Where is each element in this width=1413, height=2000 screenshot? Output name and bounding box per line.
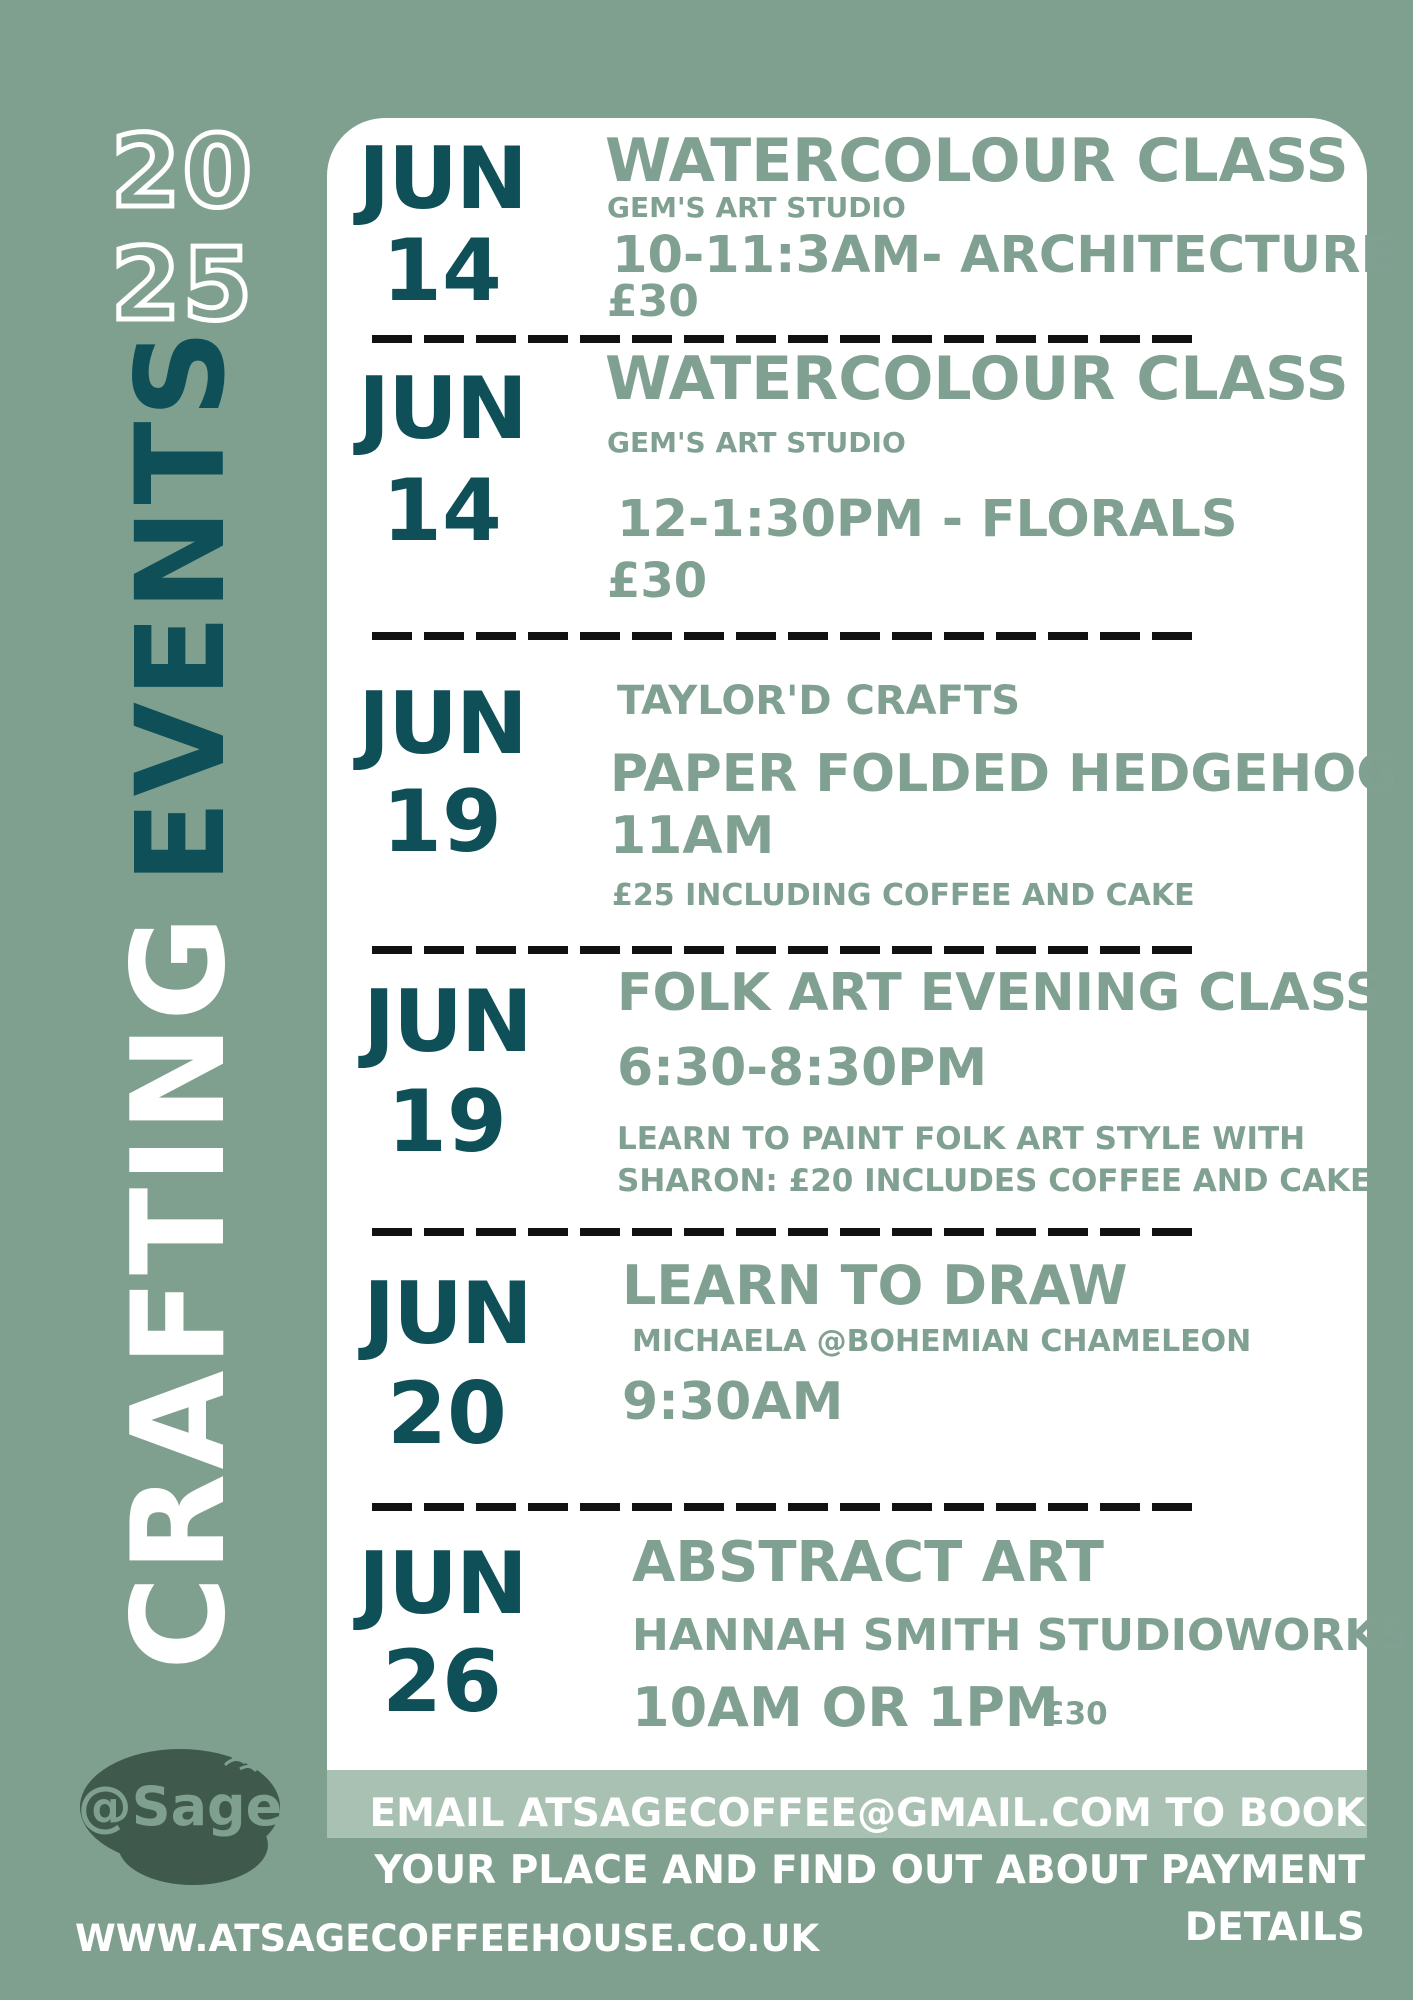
dashed-divider (372, 335, 1192, 343)
event-title: FOLK ART EVENING CLASS (617, 963, 1383, 1023)
events-card (327, 118, 1411, 1836)
website-link[interactable]: WWW.ATSAGECOFFEEHOUSE.CO.UK (75, 1917, 820, 1960)
event-date (352, 972, 542, 1172)
event-host: TAYLOR'D CRAFTS (617, 678, 1021, 724)
event-title: PAPER FOLDED HEDGEHOG (610, 744, 1399, 804)
event-host: GEM'S ART STUDIO (607, 426, 906, 459)
event-time: 11AM (610, 806, 775, 866)
year-bottom: 25 (110, 226, 255, 343)
event-details-line-1: LEARN TO PAINT FOLK ART STYLE WITH (617, 1121, 1306, 1157)
event-day: 14 (382, 461, 502, 561)
event-month: JUN (358, 1534, 526, 1634)
event-day: 19 (387, 1072, 507, 1172)
event-day: 14 (382, 221, 502, 321)
dashed-divider (372, 946, 1192, 954)
event-price: £30 (607, 553, 708, 609)
event-price: £30 (607, 276, 699, 327)
event-date (347, 1534, 537, 1732)
event-month: JUN (358, 674, 526, 774)
year-top: 20 (110, 113, 255, 230)
event-month: JUN (363, 972, 531, 1072)
event-day: 26 (382, 1632, 502, 1732)
event-time: 10AM OR 1PM (632, 1676, 1059, 1739)
logo-text: @Sage (77, 1775, 283, 1838)
title-word-crafting: CRAFTING (105, 911, 254, 1670)
event-month: JUN (358, 359, 526, 459)
poster-title (105, 325, 254, 1670)
title-word-events: EVENTS (110, 325, 252, 884)
dashed-divider (372, 1228, 1192, 1236)
event-month: JUN (363, 1264, 531, 1364)
event-date (347, 674, 537, 872)
event-date (352, 1264, 542, 1464)
sage-logo (75, 1745, 285, 1885)
dashed-divider (372, 1503, 1192, 1511)
booking-instructions: EMAIL ATSAGECOFFEE@GMAIL.COM TO BOOK YOUR PLACE AND FIND OUT ABOUT PAYMENT DETAILS (369, 1791, 1365, 1950)
event-time: 6:30-8:30PM (617, 1038, 988, 1098)
event-day: 20 (387, 1364, 507, 1464)
event-title: ABSTRACT ART (632, 1530, 1104, 1595)
event-details-line-2: SHARON: £20 INCLUDES COFFEE AND CAKE (617, 1163, 1372, 1199)
event-price: £30 (1043, 1696, 1108, 1732)
event-month: JUN (358, 129, 526, 229)
event-day: 19 (382, 772, 502, 872)
event-title: WATERCOLOUR CLASS (605, 344, 1349, 414)
event-price: £25 INCLUDING COFFEE AND CAKE (612, 878, 1195, 913)
event-title: LEARN TO DRAW (622, 1254, 1128, 1317)
event-date (347, 359, 537, 561)
event-title: WATERCOLOUR CLASS (605, 126, 1349, 196)
event-time: 12-1:30PM - FLORALS (617, 490, 1238, 549)
event-time: 10-11:3AM- ARCHITECTURE (612, 226, 1396, 285)
event-time: 9:30AM (622, 1372, 844, 1432)
event-host: HANNAH SMITH STUDIOWORKS (632, 1610, 1411, 1661)
dashed-divider (372, 632, 1192, 640)
event-date (347, 129, 537, 321)
event-host: GEM'S ART STUDIO (607, 191, 906, 224)
event-host: MICHAELA @BOHEMIAN CHAMELEON (632, 1324, 1252, 1359)
